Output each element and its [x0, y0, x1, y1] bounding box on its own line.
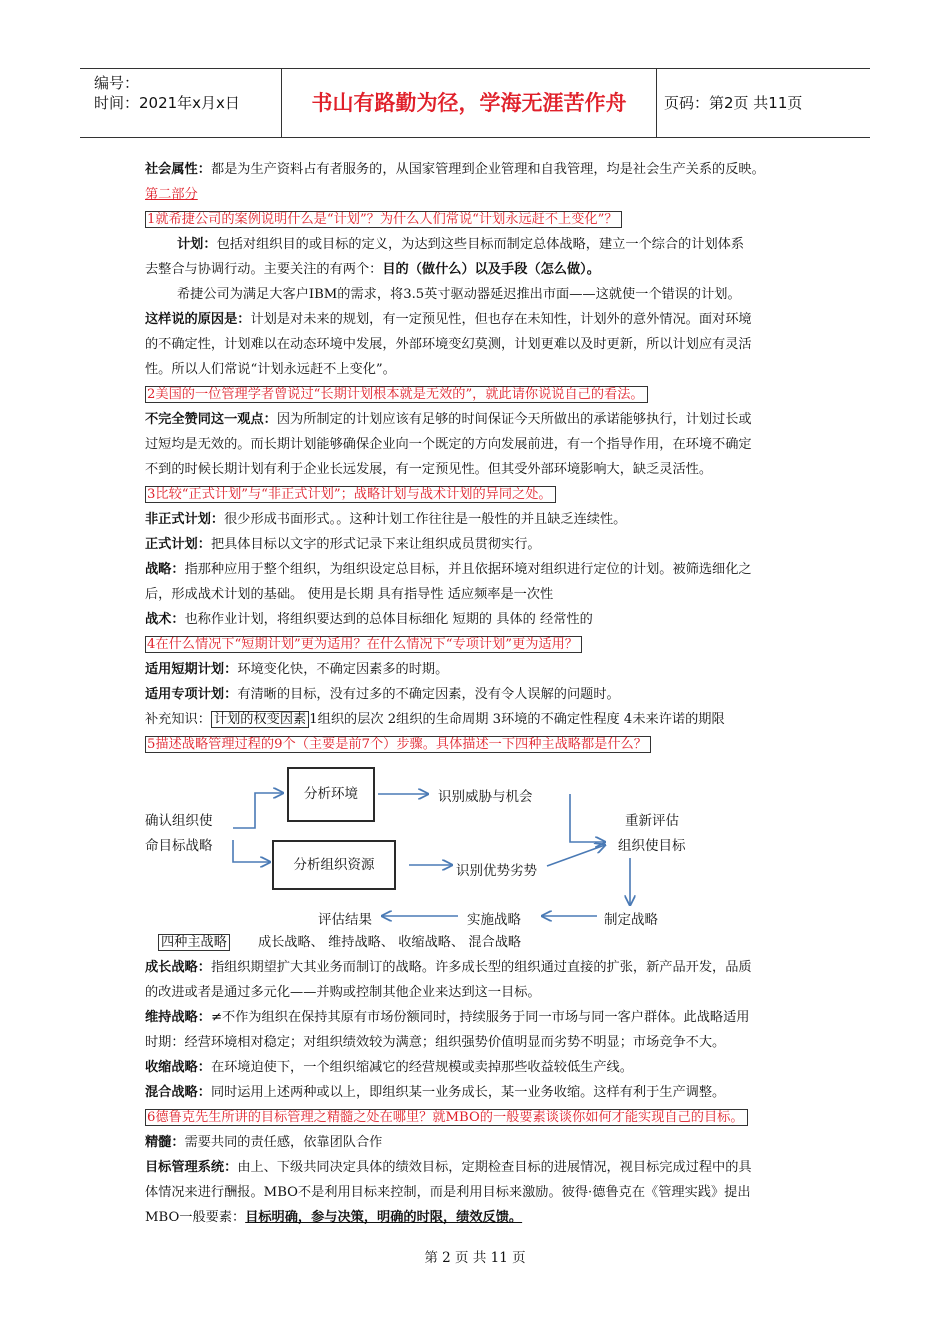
body-text: 需要共同的责任感，依靠团队合作	[184, 1135, 383, 1150]
arrow-to-res	[233, 840, 270, 862]
term-label: 适用短期计划：	[145, 662, 238, 677]
question-text: 2美国的一位管理学者曾说过“长期计划根本就是无效的”，就此请你说说自己的看法。	[145, 386, 648, 403]
term-label: 非正式计划：	[145, 512, 225, 527]
flow-implement: 实施战略	[467, 912, 521, 928]
term-label: 计划：	[177, 237, 217, 252]
boxed-term: 计划的权变因素	[211, 711, 309, 728]
question-text: 4在什么情况下“短期计划”更为适用？在什么情况下“专项计划”更为适用？	[145, 636, 582, 653]
term-label: 成长战略：	[145, 960, 211, 975]
body-line: 体情况来进行酬报。MBO不是利用目标来控制，而是利用目标来激励。彼得·德鲁克在《管理实践》提出	[145, 1185, 751, 1200]
term-label: 精髓：	[145, 1135, 185, 1150]
body-text: MBO一般要素：	[145, 1210, 246, 1225]
body-line: 的改进或者是通过多元化——并购或控制其他企业来达到这一目标。	[145, 985, 541, 1000]
question-text: 3比较“正式计划”与“非正式计划”；战略计划与战术计划的异同之处。	[145, 486, 556, 503]
emphasis-text: 目的（做什么）以及手段（怎么做）。	[382, 262, 600, 277]
flow-evaluate: 评估结果	[318, 912, 372, 928]
emphasis-text: 目标明确，参与决策，明确的时限，绩效反馈。	[245, 1210, 523, 1225]
question-text: 5描述战略管理过程的9个（主要是前7个）步骤。具体描述一下四种主战略都是什么？	[145, 736, 651, 753]
doc-date-label: 时间：2021年x月x日	[94, 94, 240, 112]
doc-number-label: 编号：	[94, 74, 140, 92]
flow-formulate: 制定战略	[604, 912, 658, 928]
flow-start-1: 确认组织使	[145, 813, 213, 829]
flow-reeval-1: 重新评估	[625, 813, 679, 829]
body-text: 在环境迫使下，一个组织缩减它的经营规模或卖掉那些收益较低生产线。	[210, 1060, 633, 1075]
arrow-strength-reeval	[547, 845, 605, 866]
para-growth	[145, 958, 752, 978]
body-text: 成长战略、 维持战略、 收缩战略、 混合战略	[257, 935, 522, 950]
question-text: 6德鲁克先生所讲的目标管理之精髓之处在哪里？就MBO的一般要素谈谈你如何才能实现自己的目标。	[145, 1109, 748, 1126]
arrow-threat-reeval	[570, 794, 605, 842]
term-label: 目标管理系统：	[145, 1160, 238, 1175]
header-page-label: 页码：第2页 共11页	[664, 94, 803, 112]
para-combination	[145, 1083, 725, 1103]
body-text: 补充知识：	[145, 712, 211, 727]
body-text: 由上、下级共同决定具体的绩效目标，定期检查目标的进展情况，视目标完成过程中的具	[237, 1160, 752, 1175]
body-text: 把具体目标以文字的形式记录下来让组织成员贯彻实行。	[210, 537, 541, 552]
body-text: 指组织期望扩大其业务而制订的战略。许多成长型的组织通过直接的扩张，新产品开发，品质	[210, 960, 752, 975]
body-line: 时期：经营环境相对稳定；对组织绩效较为满意；组织强势价值明显而劣势不明显；市场竞争不大。	[145, 1035, 726, 1050]
body-text: 去整合与协调行动。主要关注的有两个：	[145, 262, 383, 277]
body-text: 都是为生产资料占有者服务的，从国家管理到企业管理和自我管理，均是社会生产关系的反映。	[210, 162, 765, 177]
para-retrenchment	[145, 1058, 633, 1078]
body-line: 的不确定性，计划难以在动态环境中发展，外部环境变幻莫测，计划更难以及时更新，所以计划应有灵活	[145, 337, 752, 352]
body-line: 过短均是无效的。而长期计划能够确保企业向一个既定的方向发展前进，有一个指导作用，在环境不确定	[145, 437, 752, 452]
term-label: 这样说的原因是：	[145, 312, 251, 327]
section-heading: 第二部分	[145, 187, 198, 202]
boxed-term: 四种主战略	[158, 934, 230, 951]
term-label: 战术：	[145, 612, 185, 627]
para-stability	[145, 1008, 749, 1028]
flow-threats: 识别威胁与机会	[438, 789, 533, 805]
body-line: 不到的时候长期计划有利于企业长远发展，有一定预见性。但其受外部环境影响大，缺乏灵活性。	[145, 462, 713, 477]
body-text: 同时运用上述两种或以上，即组织某一业务成长，某一业务收缩。这样有利于生产调整。	[210, 1085, 726, 1100]
flow-strengths: 识别优势劣势	[456, 863, 537, 879]
question-6	[145, 1108, 748, 1128]
body-text: 也称作业计划，将组织要达到的总体目标细化 短期的 具体的 经常性的	[184, 612, 593, 627]
term-label: 战略：	[145, 562, 185, 577]
para-mbo-system	[145, 1158, 752, 1178]
body-line: 性。所以人们常说“计划永远赶不上变化”。	[145, 362, 396, 377]
body-line: 后，形成战术计划的基础。 使用是长期 具有指导性 适应频率是一次性	[145, 587, 554, 602]
body-text: 计划是对未来的规划，有一定预见性，但也存在未知性，计划外的意外情况。面对环境	[250, 312, 752, 327]
para-mbo-elements	[145, 1208, 522, 1228]
para-essence	[145, 1133, 382, 1153]
flow-node-analyze-resources: 分析组织资源	[272, 840, 396, 890]
body-text: 1组织的层次 2组织的生命周期 3环境的不确定性程度 4未来许诺的期限	[309, 712, 725, 727]
term-label: 收缩战略：	[145, 1060, 211, 1075]
flow-node-analyze-env: 分析环境	[287, 767, 375, 822]
body-text: 有清晰的目标，没有过多的不确定因素，没有令人误解的问题时。	[237, 687, 620, 702]
flow-start-2: 命目标战略	[145, 838, 213, 854]
term-label: 不完全赞同这一观点：	[145, 412, 277, 427]
page-footer: 第 2 页 共 11 页	[424, 1250, 526, 1266]
para-seagate: 希捷公司为满足大客户IBM的需求，将3.5英寸驱动器延迟推出市面——这就使一个错误的计划。	[177, 287, 741, 302]
body-text: 包括对组织目的或目标的定义，为达到这些目标而制定总体战略，建立一个综合的计划体系	[216, 237, 745, 252]
body-text: 很少形成书面形式。。这种计划工作往往是一般性的并且缺乏连续性。	[224, 512, 627, 527]
body-text: 指那种应用于整个组织，为组织设定总目标，并且依据环境对组织进行定位的计划。被筛选细化之	[184, 562, 752, 577]
term-label: 正式计划：	[145, 537, 211, 552]
flow-reeval-2: 组织使目标	[618, 838, 686, 854]
term-label: 适用专项计划：	[145, 687, 238, 702]
body-text: ≠不作为组织在保持其原有市场份额同时，持续服务于同一市场与同一客户群体。此战略适用	[210, 1010, 750, 1025]
term-label: 社会属性：	[145, 162, 211, 177]
four-strategies	[158, 933, 521, 953]
body-text: 因为所制定的计划应该有足够的时间保证今天所做出的承诺能够执行，计划过长或	[276, 412, 752, 427]
term-label: 维持战略：	[145, 1010, 211, 1025]
body-text: 环境变化快，不确定因素多的时期。	[237, 662, 449, 677]
question-text: 1就希捷公司的案例说明什么是“计划”？为什么人们常说“计划永远赶不上变化”？	[145, 211, 622, 228]
arrow-to-env	[233, 793, 283, 828]
header-motto: 书山有路勤为径，学海无涯苦作舟	[282, 69, 657, 137]
term-label: 混合战略：	[145, 1085, 211, 1100]
